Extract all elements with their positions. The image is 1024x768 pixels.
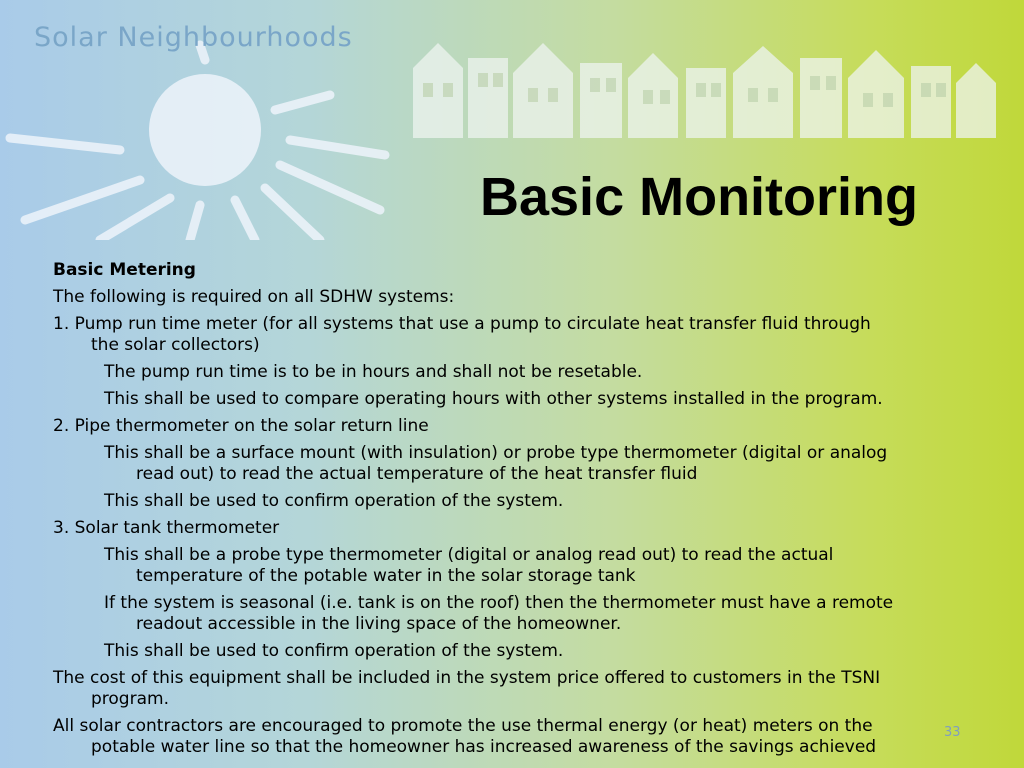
body-line: This shall be used to compare operating hours with other systems installed in the program.	[104, 389, 883, 409]
body-line: The following is required on all SDHW systems:	[53, 287, 455, 307]
body-line: If the system is seasonal (i.e. tank is on the roof) then the thermometer must have a remote	[104, 593, 894, 613]
body-line: temperature of the potable water in the solar storage tank	[136, 566, 636, 586]
slide-body	[53, 260, 963, 758]
body-line: 3. Solar tank thermometer	[53, 518, 280, 538]
body-line: the solar collectors)	[91, 335, 260, 355]
houses-graphic	[408, 28, 998, 138]
body-line: readout accessible in the living space of the homeowner.	[136, 614, 622, 634]
body-line: This shall be a probe type thermometer (digital or analog read out) to read the actual	[104, 545, 834, 565]
body-line: potable water line so that the homeowner has increased awareness of the savings achieved	[91, 737, 877, 757]
body-line: 2. Pipe thermometer on the solar return line	[53, 416, 429, 436]
body-line: This shall be a surface mount (with insulation) or probe type thermometer (digital or analog	[104, 443, 888, 463]
body-line: program.	[91, 689, 169, 709]
body-line: This shall be used to confirm operation of the system.	[104, 491, 564, 511]
body-line: 1. Pump run time meter (for all systems that use a pump to circulate heat transfer fluid through	[53, 314, 871, 334]
body-line: Basic Metering	[53, 260, 196, 280]
body-line: This shall be used to confirm operation of the system.	[104, 641, 564, 661]
slide-title: Basic Monitoring	[480, 167, 919, 227]
sun-graphic	[0, 40, 400, 240]
body-line: The pump run time is to be in hours and shall not be resetable.	[104, 362, 643, 382]
page-number: 33	[944, 725, 961, 740]
body-line: The cost of this equipment shall be included in the system price offered to customers in the TSNI	[53, 668, 881, 688]
body-line: All solar contractors are encouraged to promote the use thermal energy (or heat) meters on the	[53, 716, 873, 736]
brand-logo-text: Solar Neighbourhoods	[34, 22, 353, 53]
body-line: read out) to read the actual temperature of the heat transfer fluid	[136, 464, 698, 484]
